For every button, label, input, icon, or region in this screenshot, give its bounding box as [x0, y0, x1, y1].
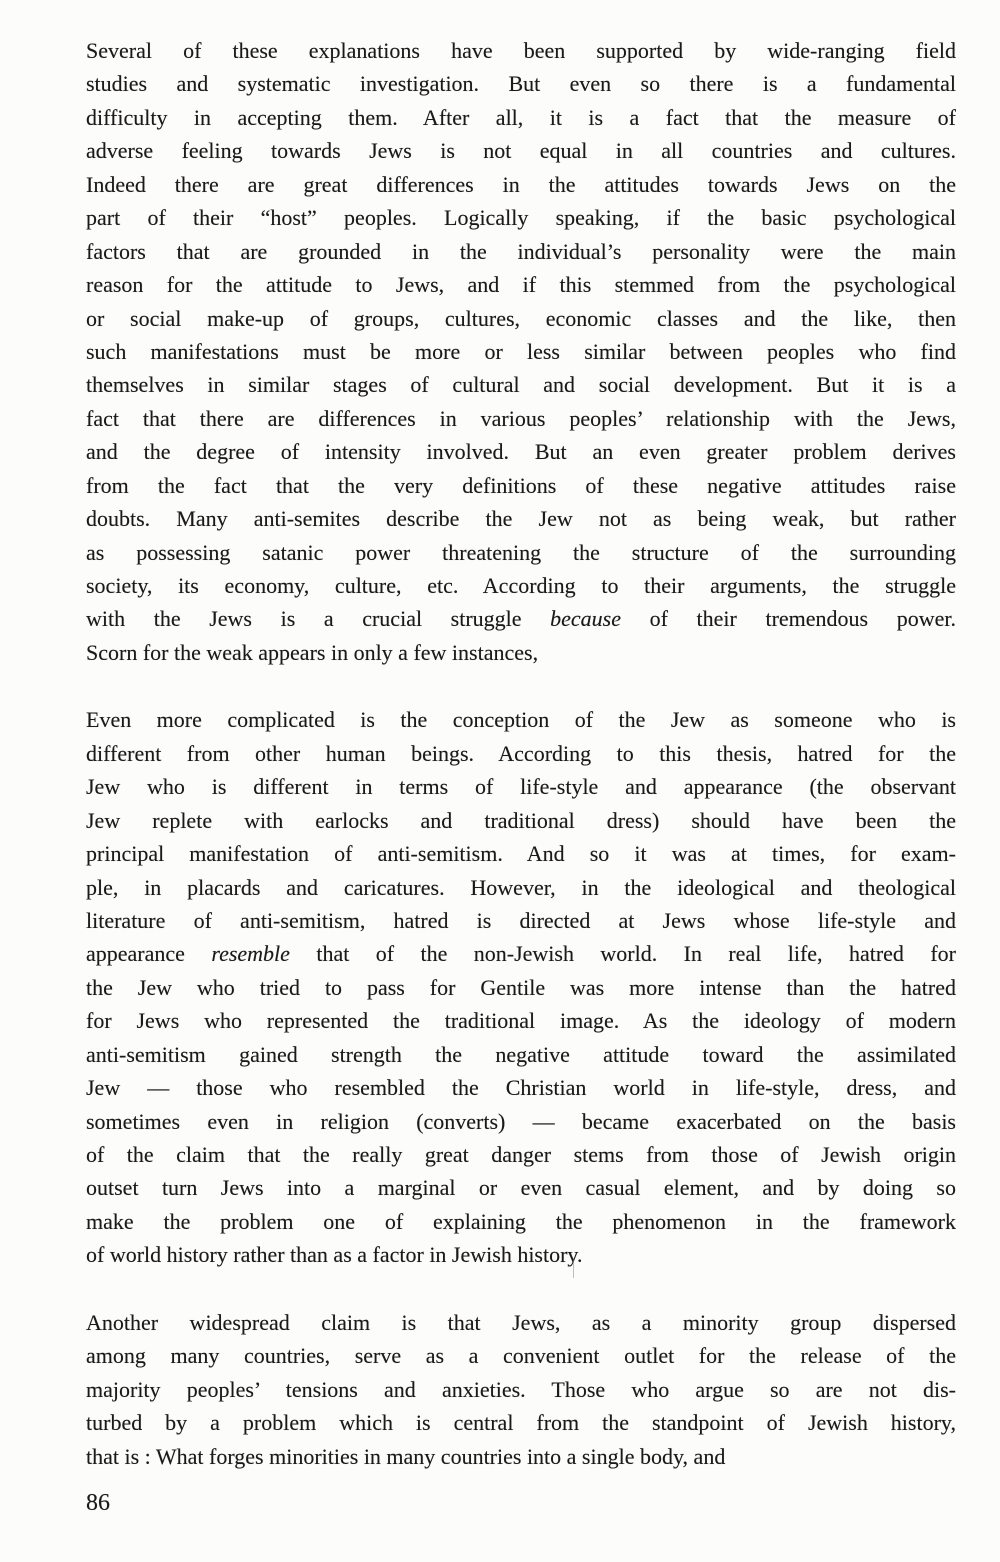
text-line: [86, 937, 956, 970]
text-line: among many countries, serve as a convenient outlet for the release of the: [86, 1343, 956, 1369]
text-line: fact that there are differences in various peoples’ relationship with the Jews,: [86, 405, 956, 431]
scan-artifact: [573, 1258, 574, 1278]
text-line: Even more complicated is the conception of the Jew as someone who is: [86, 707, 956, 733]
text-line: anti-semitism gained strength the negative attitude toward the assimilated: [86, 1041, 956, 1067]
text-line: Jew who is different in terms of life-style and appearance (the observant: [86, 774, 956, 800]
text-line: part of their “host” peoples. Logically speaking, if the basic psychological: [86, 205, 956, 231]
text-line: Jew — those who resembled the Christian world in life-style, dress, and: [86, 1075, 956, 1101]
text-segment: that of the non-Jewish world. In real life, hatred for: [289, 941, 956, 967]
italic-text: resemble: [211, 941, 290, 967]
text-line: of the claim that the really great danger stems from those of Jewish origin: [86, 1142, 956, 1167]
text-line: literature of anti-semitism, hatred is directed at Jews whose life-style and: [86, 907, 956, 933]
text-line: [86, 602, 956, 635]
text-segment: appearance: [86, 941, 212, 967]
text-line: that is : What forges minorities in many countries into a single body, and: [86, 1443, 726, 1469]
text-line: such manifestations must be more or less similar between peoples who find: [86, 338, 956, 364]
text-line: or social make-up of groups, cultures, economic classes and the like, then: [86, 305, 956, 331]
text-line: as possessing satanic power threatening the structure of the surrounding: [86, 539, 956, 565]
text-line: make the problem one of explaining the phenomenon in the framework: [86, 1208, 956, 1234]
text-line: Scorn for the weak appears in only a few instances,: [86, 639, 539, 665]
text-line: and the degree of intensity involved. But an even greater problem derives: [86, 439, 956, 465]
page-text: [86, 34, 956, 1473]
text-line: principal manifestation of anti-semitism. And so it was at times, for exam-: [86, 841, 956, 867]
text-line: sometimes even in religion (converts) — became exacerbated on the basis: [86, 1108, 956, 1134]
text-segment: of their tremendous power.: [621, 606, 956, 632]
text-line: outset turn Jews into a marginal or even casual element, and by doing so: [86, 1175, 956, 1201]
paragraph: [86, 34, 956, 669]
italic-text: because: [550, 606, 622, 632]
text-line: studies and systematic investigation. But even so there is a fundamental: [86, 71, 956, 97]
paragraph: [86, 703, 956, 1271]
text-line: adverse feeling towards Jews is not equal in all countries and cultures.: [86, 138, 956, 164]
text-segment: with the Jews is a crucial struggle: [86, 606, 551, 632]
text-line: reason for the attitude to Jews, and if this stemmed from the psychological: [86, 272, 956, 298]
text-line: themselves in similar stages of cultural and social development. But it is a: [86, 372, 956, 398]
text-line: ple, in placards and caricatures. However, in the ideological and theological: [86, 874, 956, 900]
text-line: Another widespread claim is that Jews, as a minority group dispersed: [86, 1309, 956, 1335]
text-line: society, its economy, culture, etc. According to their arguments, the struggle: [86, 573, 956, 598]
page-number: 86: [86, 1490, 110, 1516]
text-line: turbed by a problem which is central from the standpoint of Jewish history,: [86, 1410, 956, 1436]
text-line: factors that are grounded in the individual’s personality were the main: [86, 238, 956, 264]
paragraph: [86, 1306, 956, 1473]
text-line: Several of these explanations have been supported by wide-ranging field: [86, 38, 956, 63]
text-line: Indeed there are great differences in the attitudes towards Jews on the: [86, 171, 956, 197]
text-line: the Jew who tried to pass for Gentile was more intense than the hatred: [86, 974, 956, 1000]
text-line: from the fact that the very definitions of these negative attitudes raise: [86, 472, 956, 498]
text-line: Jew replete with earlocks and traditional dress) should have been the: [86, 807, 956, 833]
text-line: for Jews who represented the traditional image. As the ideology of modern: [86, 1008, 956, 1034]
text-line: majority peoples’ tensions and anxieties. Those who argue so are not dis-: [86, 1376, 956, 1402]
text-line: of world history rather than as a factor in Jewish history.: [86, 1242, 583, 1268]
text-line: difficulty in accepting them. After all, it is a fact that the measure of: [86, 104, 956, 130]
text-line: different from other human beings. According to this thesis, hatred for the: [86, 740, 956, 766]
text-line: doubts. Many anti-semites describe the Jew not as being weak, but rather: [86, 506, 956, 532]
